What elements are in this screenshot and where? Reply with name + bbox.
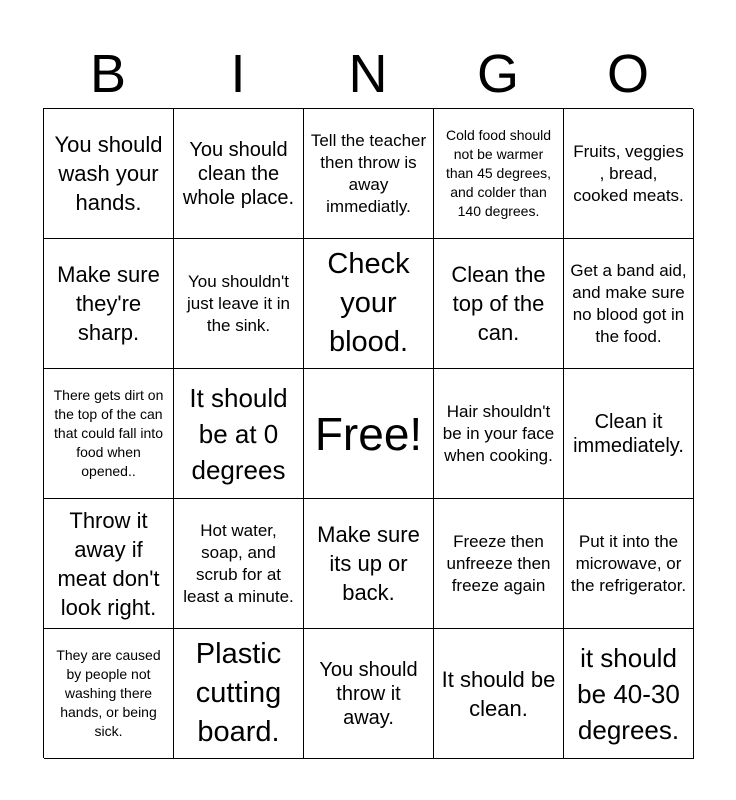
cell-text: They are caused by people not washing there hands, or being sick. [56, 647, 161, 739]
bingo-cell[interactable] [434, 499, 564, 629]
bingo-cell[interactable] [434, 109, 564, 239]
cell-text: You shouldn't just leave it in the sink. [187, 271, 290, 335]
header-letter-n: N [348, 44, 388, 104]
bingo-cell[interactable] [44, 109, 174, 239]
cell-text: Plastic cutting board. [195, 638, 282, 748]
bingo-cell[interactable] [44, 629, 174, 759]
bingo-cell[interactable] [434, 369, 564, 499]
cell-text: Freeze then unfreeze then freeze again [446, 531, 551, 595]
bingo-cell[interactable] [564, 239, 694, 369]
cell-text: Make sure its up or back. [317, 522, 420, 605]
bingo-cell[interactable] [564, 629, 694, 759]
cell-text: You should clean the whole place. [182, 138, 295, 209]
cell-text: Clean it immediately. [573, 410, 684, 457]
cell-text: Fruits, veggies , bread, cooked meats. [573, 141, 684, 205]
cell-text: Clean the top of the can. [451, 262, 546, 345]
bingo-card [43, 108, 693, 758]
cell-text: It should be at 0 degrees [189, 382, 288, 485]
bingo-cell[interactable] [304, 629, 434, 759]
cell-text: You should wash your hands. [54, 132, 163, 215]
bingo-cell[interactable] [174, 629, 304, 759]
bingo-cell[interactable] [434, 629, 564, 759]
cell-text: Throw it away if meat don't look right. [57, 507, 160, 620]
bingo-cell[interactable] [174, 109, 304, 239]
cell-text: It should be clean. [441, 666, 556, 721]
cell-text: Put it into the microwave, or the refrigerator. [570, 531, 687, 595]
header-letter-b: B [89, 44, 127, 104]
bingo-cell[interactable] [44, 499, 174, 629]
cell-text: Tell the teacher then throw is away immediatly. [310, 130, 427, 216]
bingo-header [43, 40, 693, 108]
bingo-cell[interactable] [174, 499, 304, 629]
bingo-cell[interactable] [174, 239, 304, 369]
bingo-cell[interactable] [304, 239, 434, 369]
cell-text: You should throw it away. [319, 658, 418, 729]
cell-text: Hot water, soap, and scrub for at least a minute. [183, 520, 294, 606]
header-letter-g: G [476, 44, 519, 104]
cell-text: Cold food should not be warmer than 45 degrees, and colder than 140 degrees. [445, 127, 552, 219]
bingo-cell[interactable] [44, 369, 174, 499]
header-letter-o: O [606, 44, 649, 104]
header-letter-i: I [230, 44, 246, 104]
cell-text: Hair shouldn't be in your face when cooking. [442, 401, 555, 465]
free-space[interactable] [304, 369, 434, 499]
bingo-cell[interactable] [44, 239, 174, 369]
cell-text: Make sure they're sharp. [57, 262, 160, 345]
cell-text: There gets dirt on the top of the can that could fall into food when opened.. [53, 387, 164, 479]
cell-text: it should be 40-30 degrees. [577, 642, 680, 745]
bingo-cell[interactable] [434, 239, 564, 369]
cell-text: Get a band aid, and make sure no blood got in the food. [570, 260, 687, 346]
cell-text: Check your blood. [327, 248, 410, 358]
bingo-cell[interactable] [564, 499, 694, 629]
bingo-cell[interactable] [564, 369, 694, 499]
bingo-cell[interactable] [304, 499, 434, 629]
bingo-cell[interactable] [304, 109, 434, 239]
free-space-text: Free! [314, 407, 423, 460]
bingo-cell[interactable] [174, 369, 304, 499]
bingo-cell[interactable] [564, 109, 694, 239]
